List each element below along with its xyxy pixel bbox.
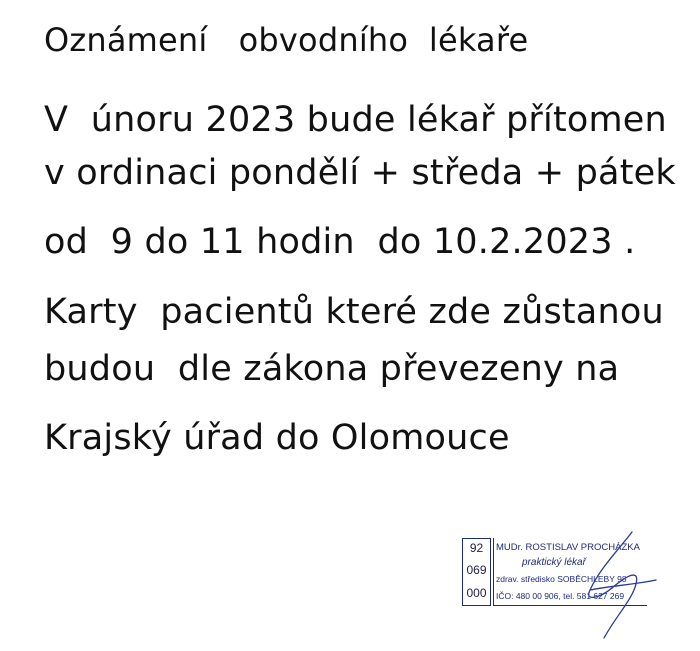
notice-line-5: budou dle zákona převezeny na [44, 349, 620, 389]
doctor-stamp [462, 538, 650, 610]
stamp-facility: zdrav. středisko SOBĚCHLEBY 98 [496, 574, 627, 584]
notice-line-6: Krajský úřad do Olomouce [44, 418, 510, 458]
stamp-doctor-name: MUDr. ROSTISLAV PROCHÁZKA [496, 542, 640, 553]
notice-line-2: v ordinaci pondělí + středa + pátek [44, 153, 676, 193]
notice-line-4: Karty pacientů které zde zůstanou [44, 292, 664, 332]
notice-title: Oznámení obvodního lékaře [44, 21, 529, 59]
stamp-code-1: 92 [469, 541, 484, 555]
stamp-doctor-role: praktický lékař [522, 557, 586, 568]
notice-line-3: od 9 do 11 hodin do 10.2.2023 . [44, 222, 636, 262]
stamp-code-2: 069 [466, 563, 487, 577]
notice-line-1: V únoru 2023 bude lékař přítomen [44, 100, 667, 140]
stamp-ids: IČO: 480 00 906, tel. 581 627 269 [496, 591, 625, 601]
stamp-code-3: 000 [466, 586, 487, 600]
